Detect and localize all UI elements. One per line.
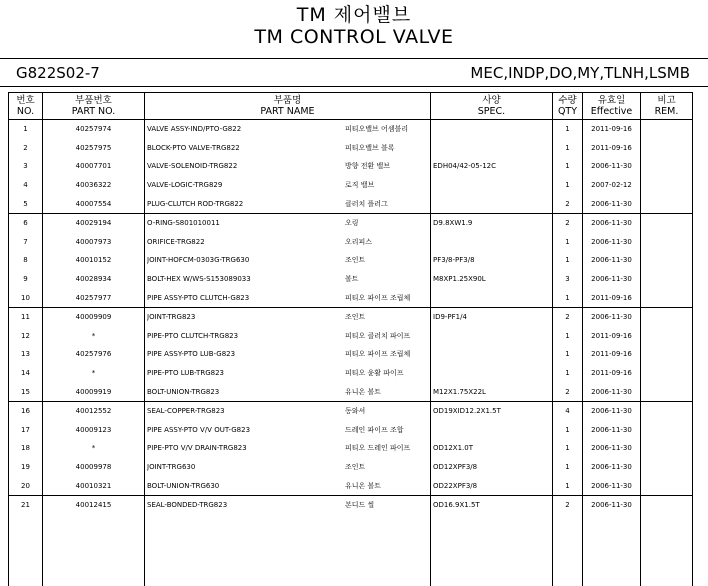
part-number: * <box>43 327 145 346</box>
part-name <box>145 421 431 440</box>
part-name-korean: 조인트 <box>345 462 366 471</box>
remarks <box>641 157 693 176</box>
spec: ID9-PF1/4 <box>431 307 553 326</box>
part-name-korean: 피티오 파이프 조립체 <box>345 293 411 302</box>
part-number: * <box>43 439 145 458</box>
header-divider <box>0 58 708 59</box>
table-row <box>9 307 693 326</box>
row-number: 20 <box>9 476 43 495</box>
part-number: 40009978 <box>43 458 145 477</box>
remarks <box>641 421 693 440</box>
part-name-korean: 피티오밸브 블록 <box>345 143 395 152</box>
part-name-korean: 피티오밸브 어셈블리 <box>345 125 409 134</box>
remarks <box>641 288 693 307</box>
part-name-english: PIPE ASSY-PTO CLUTCH-G823 <box>147 293 250 302</box>
effective-date: 2011-09-16 <box>583 288 641 307</box>
empty-cell <box>431 514 553 586</box>
row-number: 11 <box>9 307 43 326</box>
part-number: 40010321 <box>43 476 145 495</box>
table-header-row <box>9 93 693 120</box>
part-name <box>145 157 431 176</box>
document-code: G822S02-7 <box>16 64 100 82</box>
row-number: 9 <box>9 270 43 289</box>
row-number: 5 <box>9 194 43 213</box>
table-row <box>9 421 693 440</box>
empty-cell <box>145 514 431 586</box>
spec <box>431 288 553 307</box>
quantity: 1 <box>553 364 583 383</box>
part-name-korean: 피티오 윤활 파이프 <box>345 369 404 378</box>
part-number: 40010152 <box>43 251 145 270</box>
row-number: 4 <box>9 176 43 195</box>
quantity: 1 <box>553 476 583 495</box>
table-row <box>9 476 693 495</box>
row-number: 8 <box>9 251 43 270</box>
remarks <box>641 176 693 195</box>
effective-date: 2006-11-30 <box>583 476 641 495</box>
effective-date: 2006-11-30 <box>583 157 641 176</box>
part-name-korean: 본디드 씰 <box>345 501 375 510</box>
row-number: 21 <box>9 495 43 514</box>
remarks <box>641 307 693 326</box>
spec: M12X1.75X22L <box>431 382 553 401</box>
part-name-english: PIPE-PTO V/V DRAIN-TRG823 <box>147 444 247 453</box>
part-number: 40029194 <box>43 213 145 232</box>
part-name <box>145 327 431 346</box>
part-name-english: BOLT-UNION-TRG823 <box>147 387 220 396</box>
part-number: 40036322 <box>43 176 145 195</box>
part-name-english: SEAL-COPPER-TRG823 <box>147 407 225 416</box>
part-name-korean: 피티오 드레인 파이프 <box>345 444 411 453</box>
header-part-no: 부품번호 PART NO. <box>43 93 145 120</box>
spec: OD12XPF3/8 <box>431 458 553 477</box>
table-row <box>9 382 693 401</box>
part-name-korean: 방향 전환 밸브 <box>345 162 391 171</box>
part-number: 40257977 <box>43 288 145 307</box>
part-number: * <box>43 364 145 383</box>
remarks <box>641 495 693 514</box>
part-number: 40012415 <box>43 495 145 514</box>
row-number: 10 <box>9 288 43 307</box>
table-row <box>9 194 693 213</box>
table-row <box>9 439 693 458</box>
part-name-korean: 오링 <box>345 219 359 228</box>
part-name <box>145 345 431 364</box>
row-number: 7 <box>9 233 43 252</box>
part-name <box>145 307 431 326</box>
part-name-korean: 조인트 <box>345 313 366 322</box>
row-number: 12 <box>9 327 43 346</box>
part-number: 40007701 <box>43 157 145 176</box>
quantity: 1 <box>553 421 583 440</box>
quantity: 1 <box>553 327 583 346</box>
part-name-korean: 볼트 <box>345 275 359 284</box>
quantity: 1 <box>553 458 583 477</box>
remarks <box>641 364 693 383</box>
spec <box>431 364 553 383</box>
part-name-korean: 오리피스 <box>345 237 373 246</box>
remarks <box>641 251 693 270</box>
spec <box>431 345 553 364</box>
quantity: 2 <box>553 213 583 232</box>
header-spec: 사양 SPEC. <box>431 93 553 120</box>
empty-cell <box>9 514 43 586</box>
spec <box>431 233 553 252</box>
quantity: 2 <box>553 382 583 401</box>
quantity: 4 <box>553 401 583 420</box>
part-name <box>145 251 431 270</box>
part-name-english: JOINT-HOFCM-0303G-TRG630 <box>147 256 250 265</box>
row-number: 1 <box>9 120 43 139</box>
effective-date: 2006-11-30 <box>583 213 641 232</box>
part-name-english: JOINT-TRG630 <box>147 462 196 471</box>
meta-divider <box>0 86 708 87</box>
row-number: 13 <box>9 345 43 364</box>
effective-date: 2011-09-16 <box>583 345 641 364</box>
part-name-english: ORIFICE-TRG822 <box>147 237 205 246</box>
header-part-name: 부품명 PART NAME <box>145 93 431 120</box>
effective-date: 2006-11-30 <box>583 307 641 326</box>
spec: OD22XPF3/8 <box>431 476 553 495</box>
effective-date: 2006-11-30 <box>583 382 641 401</box>
part-name-english: VALVE ASSY-IND/PTO-G822 <box>147 125 242 134</box>
spec: OD16.9X1.5T <box>431 495 553 514</box>
part-number: 40257976 <box>43 345 145 364</box>
quantity: 2 <box>553 194 583 213</box>
part-name-english: BOLT-HEX W/WS-S153089033 <box>147 275 251 284</box>
spec: D9.8XW1.9 <box>431 213 553 232</box>
document-title-korean: TM 제어밸브 <box>296 4 412 26</box>
quantity: 2 <box>553 495 583 514</box>
header-effective: 유효일 Effective <box>583 93 641 120</box>
part-name-english: BOLT-UNION-TRG630 <box>147 481 220 490</box>
remarks <box>641 213 693 232</box>
part-name-english: VALVE-LOGIC-TRG829 <box>147 181 223 190</box>
row-number: 14 <box>9 364 43 383</box>
part-name-english: PLUG-CLUTCH ROD-TRG822 <box>147 199 244 208</box>
part-number: 40009909 <box>43 307 145 326</box>
remarks <box>641 458 693 477</box>
effective-date: 2011-09-16 <box>583 120 641 139</box>
part-name-english: O-RING-S801010011 <box>147 219 220 228</box>
row-number: 17 <box>9 421 43 440</box>
spec <box>431 120 553 139</box>
spec <box>431 194 553 213</box>
applicable-models: MEC,INDP,DO,MY,TLNH,LSMB <box>470 64 690 82</box>
part-name <box>145 439 431 458</box>
part-number: 40009123 <box>43 421 145 440</box>
spec: OD12X1.0T <box>431 439 553 458</box>
table-row <box>9 495 693 514</box>
part-name <box>145 194 431 213</box>
row-number: 18 <box>9 439 43 458</box>
part-name <box>145 401 431 420</box>
part-name <box>145 458 431 477</box>
row-number: 3 <box>9 157 43 176</box>
spec: OD19XID12.2X1.5T <box>431 401 553 420</box>
part-name-korean: 피티오 클러치 파이프 <box>345 331 411 340</box>
row-number: 19 <box>9 458 43 477</box>
header-remarks: 비고 REM. <box>641 93 693 120</box>
spec <box>431 421 553 440</box>
spec: PF3/8-PF3/8 <box>431 251 553 270</box>
remarks <box>641 345 693 364</box>
part-name-korean: 조인트 <box>345 256 366 265</box>
effective-date: 2006-11-30 <box>583 495 641 514</box>
part-name <box>145 139 431 158</box>
quantity: 2 <box>553 307 583 326</box>
quantity: 1 <box>553 288 583 307</box>
table-row <box>9 327 693 346</box>
row-number: 15 <box>9 382 43 401</box>
quantity: 1 <box>553 139 583 158</box>
effective-date: 2011-09-16 <box>583 327 641 346</box>
empty-cell <box>583 514 641 586</box>
part-name-english: PIPE ASSY-PTO V/V OUT-G823 <box>147 425 251 434</box>
empty-cell <box>553 514 583 586</box>
part-name <box>145 270 431 289</box>
table-filler-row <box>9 514 693 586</box>
remarks <box>641 233 693 252</box>
remarks <box>641 327 693 346</box>
table-row <box>9 139 693 158</box>
effective-date: 2006-11-30 <box>583 458 641 477</box>
spec <box>431 139 553 158</box>
remarks <box>641 439 693 458</box>
part-name <box>145 120 431 139</box>
effective-date: 2006-11-30 <box>583 421 641 440</box>
table-row <box>9 288 693 307</box>
quantity: 1 <box>553 345 583 364</box>
part-name <box>145 476 431 495</box>
header-qty: 수량 QTY <box>553 93 583 120</box>
remarks <box>641 120 693 139</box>
table-row <box>9 401 693 420</box>
empty-cell <box>641 514 693 586</box>
table-row <box>9 270 693 289</box>
part-name <box>145 233 431 252</box>
part-name-english: PIPE-PTO CLUTCH-TRG823 <box>147 331 239 340</box>
part-number: 40007554 <box>43 194 145 213</box>
spec <box>431 176 553 195</box>
part-number: 40009919 <box>43 382 145 401</box>
quantity: 1 <box>553 120 583 139</box>
remarks <box>641 401 693 420</box>
empty-cell <box>43 514 145 586</box>
part-number: 40007973 <box>43 233 145 252</box>
effective-date: 2006-11-30 <box>583 194 641 213</box>
table-row <box>9 120 693 139</box>
part-name <box>145 288 431 307</box>
quantity: 1 <box>553 251 583 270</box>
part-name <box>145 382 431 401</box>
quantity: 3 <box>553 270 583 289</box>
remarks <box>641 194 693 213</box>
effective-date: 2006-11-30 <box>583 401 641 420</box>
header-no: 번호 NO. <box>9 93 43 120</box>
part-number: 40028934 <box>43 270 145 289</box>
part-number: 40257974 <box>43 120 145 139</box>
parts-table <box>8 92 693 586</box>
part-name-korean: 유니온 볼트 <box>345 387 382 396</box>
table-row <box>9 251 693 270</box>
remarks <box>641 270 693 289</box>
row-number: 16 <box>9 401 43 420</box>
row-number: 6 <box>9 213 43 232</box>
table-row <box>9 213 693 232</box>
part-number: 40257975 <box>43 139 145 158</box>
effective-date: 2011-09-16 <box>583 364 641 383</box>
table-row <box>9 176 693 195</box>
part-name-english: BLOCK-PTO VALVE-TRG822 <box>147 143 240 152</box>
part-name-english: VALVE-SOLENOID-TRG822 <box>147 162 238 171</box>
remarks <box>641 382 693 401</box>
effective-date: 2011-09-16 <box>583 139 641 158</box>
table-row <box>9 345 693 364</box>
part-name-english: PIPE ASSY-PTO LUB-G823 <box>147 350 236 359</box>
part-name-english: JOINT-TRG823 <box>147 313 196 322</box>
effective-date: 2006-11-30 <box>583 270 641 289</box>
effective-date: 2006-11-30 <box>583 233 641 252</box>
part-number: 40012552 <box>43 401 145 420</box>
part-name-english: PIPE-PTO LUB-TRG823 <box>147 369 224 378</box>
effective-date: 2006-11-30 <box>583 251 641 270</box>
part-name-korean: 클러치 플러그 <box>345 199 388 208</box>
part-name-korean: 유니온 볼트 <box>345 481 382 490</box>
quantity: 1 <box>553 157 583 176</box>
quantity: 1 <box>553 233 583 252</box>
table-row <box>9 157 693 176</box>
spec: EDH04/42-05-12C <box>431 157 553 176</box>
effective-date: 2007-02-12 <box>583 176 641 195</box>
part-name-english: SEAL-BONDED-TRG823 <box>147 501 228 510</box>
document-title-english: TM CONTROL VALVE <box>254 26 454 48</box>
spec: M8XP1.25X90L <box>431 270 553 289</box>
effective-date: 2006-11-30 <box>583 439 641 458</box>
table-row <box>9 364 693 383</box>
remarks <box>641 476 693 495</box>
row-number: 2 <box>9 139 43 158</box>
part-name <box>145 495 431 514</box>
table-row <box>9 233 693 252</box>
quantity: 1 <box>553 439 583 458</box>
part-name-korean: 동와셔 <box>345 407 366 416</box>
part-name-korean: 로직 밸브 <box>345 181 375 190</box>
part-name <box>145 213 431 232</box>
remarks <box>641 139 693 158</box>
part-name <box>145 364 431 383</box>
part-name-korean: 드레인 파이프 조합 <box>345 425 404 434</box>
spec <box>431 327 553 346</box>
quantity: 1 <box>553 176 583 195</box>
part-name <box>145 176 431 195</box>
part-name-korean: 피티오 파이프 조립체 <box>345 350 411 359</box>
table-row <box>9 458 693 477</box>
